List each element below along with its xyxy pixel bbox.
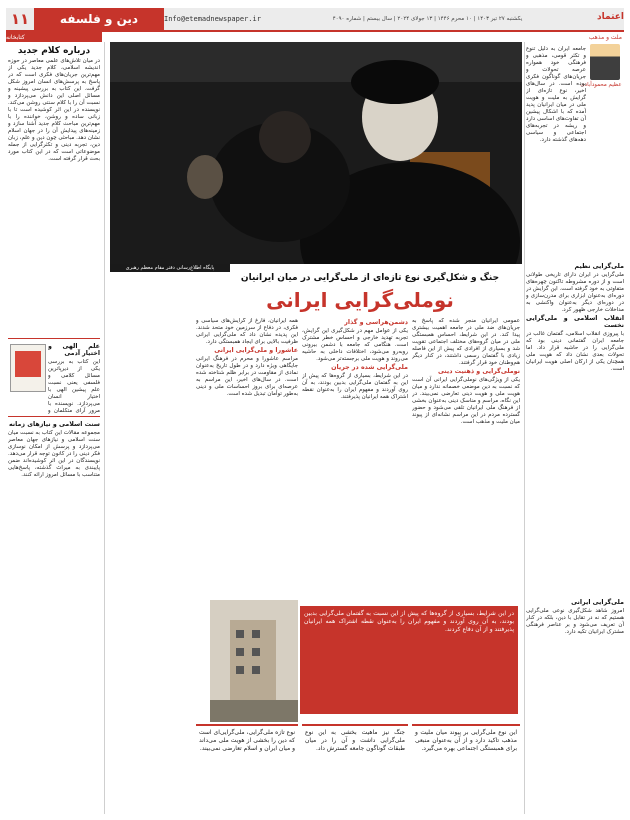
left-subhead-3: سنت اسلامی و نیازهای زمانه [8, 421, 100, 428]
right-paragraph-1: ملی‌گرایی در ایران دارای تاریخی طولانی است و از دوره مشروطه تاکنون چهره‌های متفاوتی به خود گرفته است. این گرایش در دوره‌ای به‌عنوان ابزاری برای مدرن‌سازی و در دوره‌ای دیگر به‌عنوان واکنشی به مداخلات خارجی ظهور کرد. [526, 272, 624, 313]
left-column-title: درباره کلام جدید [17, 46, 91, 56]
article-column-2 [302, 318, 408, 598]
article-paragraph-1: عمومی ایرانیان منجر شده که پاسخ به جریان‌های ضد ملی در جامعه اهمیت بیشتری پیدا کند. در این شرایط، احساس همبستگی ملی در میان گروه‌های مختلف اجتماعی تقویت شد و بسیاری از افرادی که پیش از این فاصله زیادی با گفتمان رسمی داشتند، در کنار دیگر هم‌وطنان خود قرار گرفتند. [412, 318, 520, 366]
article-kicker: جنگ و شکل‌گیری نوع تازه‌ای از ملی‌گرایی در میان ایرانیان [240, 273, 500, 283]
article-paragraph-3: یکی از عوامل مهم در شکل‌گیری این گرایش، تجربه تهدید خارجی و احساس خطر مشترک است. هنگامی که جامعه با دشمن بیرونی روبه‌رو می‌شود، اختلافات داخلی به حاشیه می‌روند و هویت ملی برجسته‌تر می‌شود. [302, 328, 408, 362]
right-body-lower [526, 598, 624, 808]
right-subhead-3: ملی‌گرایی ایرانی [571, 599, 624, 606]
right-subhead-1: ملی‌گرایی نظیم [574, 263, 624, 270]
callout-middle: جنگ نیز ماهیت بخشی به این نوع ملی‌گرایی داشت و آن را در میان طبقات گوناگون جامعه گسترش داد. [302, 724, 408, 814]
page-number: ۱۱ [10, 10, 30, 28]
author-name: عظیم محمودآبادی [580, 82, 622, 88]
left-book-text [48, 342, 100, 414]
contact-email[interactable]: Info@etemadnewspaper.ir [164, 15, 261, 23]
left-paragraph-2: این کتاب به بررسی یکی از دیرپاترین مسائل کلامی و فلسفی یعنی نسبت علم پیشین الهی با اختیار انسان می‌پردازد. نویسنده با مرور آرای متکلمان و [48, 359, 100, 414]
section-divider [8, 338, 100, 339]
author-photo [590, 44, 620, 80]
book-cover [10, 344, 46, 392]
library-tab: کتابخانه [6, 32, 102, 42]
section-divider [8, 416, 100, 417]
issue-date-line: یکشنبه ۲۷ تیر ۱۴۰۳ | ۱۰ محرم ۱۴۴۶ | ۱۳ جولای ۲۰۲۴ | سال بیستم | شماره ۴۰۹۰ [332, 16, 523, 22]
main-photo [110, 42, 522, 264]
section-title: دین و فلسفه [34, 8, 164, 30]
pull-quote-box: در این شرایط، بسیاری از گروه‌ها که پیش از این نسبت به گفتمان ملی‌گرایی بدبین بودند، به آن روی آوردند و مفهوم ایران را به‌عنوان نقطه اشتراک همه ایرانیان پذیرفتند و از آن دفاع کردند. [300, 606, 518, 714]
callout-right: این نوع ملی‌گرایی بر پیوند میان ملیت و مذهب تاکید دارد و از آن به‌عنوان منبعی برای همبستگی اجتماعی بهره می‌گیرد. [412, 724, 520, 814]
photo-illustration [110, 42, 522, 264]
left-column-lower [8, 420, 100, 520]
article-subhead-1: نوملی‌گرایی و ذهنیت دینی [437, 368, 520, 375]
right-paragraph-3: امروز شاهد شکل‌گیری نوعی ملی‌گرایی هستیم که نه در تقابل با دین، بلکه در کنار آن تعریف می‌شود و بر عناصر فرهنگی مشترک ایرانیان تکیه دارد. [526, 608, 624, 635]
callout-left: نوع تازه ملی‌گرایی، ملی‌گرایی‌ای است که دین را بخشی از هویت ملی می‌داند و میان ایران و اسلام تعارضی نمی‌بیند. [196, 724, 298, 814]
newspaper-logo: اعتماد [597, 12, 624, 22]
article-paragraph-4: در این شرایط، بسیاری از گروه‌ها که پیش از این به گفتمان ملی‌گرایی بدبین بودند، به آن روی آوردند و مفهوم ایران را به‌عنوان نقطه اشتراک همه ایرانیان پذیرفتند. [302, 373, 408, 400]
article-subhead-2: دشمن‌هراسی و گذار [344, 319, 408, 326]
book-cover-art [15, 351, 41, 377]
building-illustration [210, 600, 298, 722]
right-subhead-2: انقلاب اسلامی و ملی‌گرایی نخست [526, 315, 624, 329]
photo-caption: پایگاه اطلاع‌رسانی دفتر مقام معظم رهبری [110, 264, 230, 272]
article-subhead-4: عاشورا و ملی‌گرایی ایرانی [214, 347, 298, 354]
column-divider [524, 42, 525, 814]
article-headline: نوملی‌گرایی ایرانی [266, 288, 454, 312]
article-paragraph-2: یکی از ویژگی‌های نوملی‌گرایی ایرانی آن است که نسبت به دین موضعی خصمانه ندارد و میان هویت ملی و هویت دینی تعارضی نمی‌بیند. در این نگاه، مراسم و مناسک دینی به‌عنوان بخشی از فرهنگ ملی ایرانیان تلقی می‌شود و حضور گسترده مردم در این مراسم نشانه‌ای از پیوند میان ملیت و مذهب است. [412, 377, 520, 425]
building-photo [210, 600, 298, 722]
article-column-3 [196, 318, 298, 598]
right-paragraph-2: با پیروزی انقلاب اسلامی، گفتمان غالب در جامعه ایران گفتمانی دینی بود که ملی‌گرایی را در حاشیه قرار داد. اما تحولات بعدی نشان داد که هویت ملی همچنان یکی از ارکان اصلی هویت ایرانیان است. [526, 331, 624, 372]
left-paragraph-3: مجموعه مقالات این کتاب به نسبت میان سنت اسلامی و نیازهای جهان معاصر می‌پردازد و پرسش از امکان نوسازی فکر دینی را در کانون توجه قرار می‌دهد. نویسندگان در این اثر کوشیده‌اند ضمن پایبندی به میراث گذشته، پاسخ‌هایی متناسب با مسائل امروز ارائه کنند. [8, 430, 100, 478]
intro-text: جامعه ایران به دلیل تنوع و تکثر قومی، مذهبی و فرهنگی خود همواره عرصه تحولات و جریان‌های گوناگون فکری بوده است. در سال‌های اخیر، نوع تازه‌ای از گرایش به ملیت و هویت ملی در میان ایرانیان پدید آمده که با اشکال پیشین آن تفاوت‌های اساسی دارد و ریشه در تجربه‌های اجتماعی و سیاسی دهه‌های گذشته دارد. [526, 46, 586, 143]
column-divider [104, 42, 105, 814]
left-column-body: در میان تلاش‌های علمی معاصر در حوزه اندیشه اسلامی، کلام جدید یکی از مهم‌ترین جریان‌های فکری است که در پاسخ به پرسش‌های انسان امروز شکل گرفت. این کتاب به بررسی پیشینه و مسائل اصلی این دانش می‌پردازد و نسبت آن را با کلام سنتی روشن می‌کند. نویسنده در این اثر کوشیده است تا با زبانی ساده و روشن، خواننده را با مهم‌ترین مباحث کلام جدید آشنا سازد و زمینه‌های پیدایش آن را در جهان اسلام نشان دهد. مباحثی چون دین و علم، زبان دین، تجربه دینی و تکثرگرایی از جمله موضوعاتی است که در این کتاب مورد بحث قرار گرفته است. [8, 58, 100, 162]
left-subhead-2: علم الهی و اختیار آدمی [48, 343, 100, 357]
article-subhead-3: ملی‌گرایی شده در جریان [331, 364, 408, 371]
page-header [6, 8, 624, 32]
article-column-1 [412, 318, 520, 598]
right-body [526, 262, 624, 592]
article-paragraph-6: مراسم عاشورا و محرم در فرهنگ ایرانی جایگاهی ویژه دارد و در طول تاریخ به‌عنوان نمادی از مقاومت در برابر ظلم شناخته شده است. در سال‌های اخیر، این مراسم به عرصه‌ای برای بروز احساسات ملی و دینی به‌طور توأمان تبدیل شده است. [196, 356, 298, 397]
right-column-label: ملت و مذهب [532, 32, 624, 42]
article-paragraph-5: همه ایرانیان، فارغ از گرایش‌های سیاسی و فکری، در دفاع از سرزمین خود متحد شدند. این پدیده نشان داد که ملی‌گرایی ایرانی ظرفیت بالایی برای ایجاد همبستگی دارد. [196, 318, 298, 345]
